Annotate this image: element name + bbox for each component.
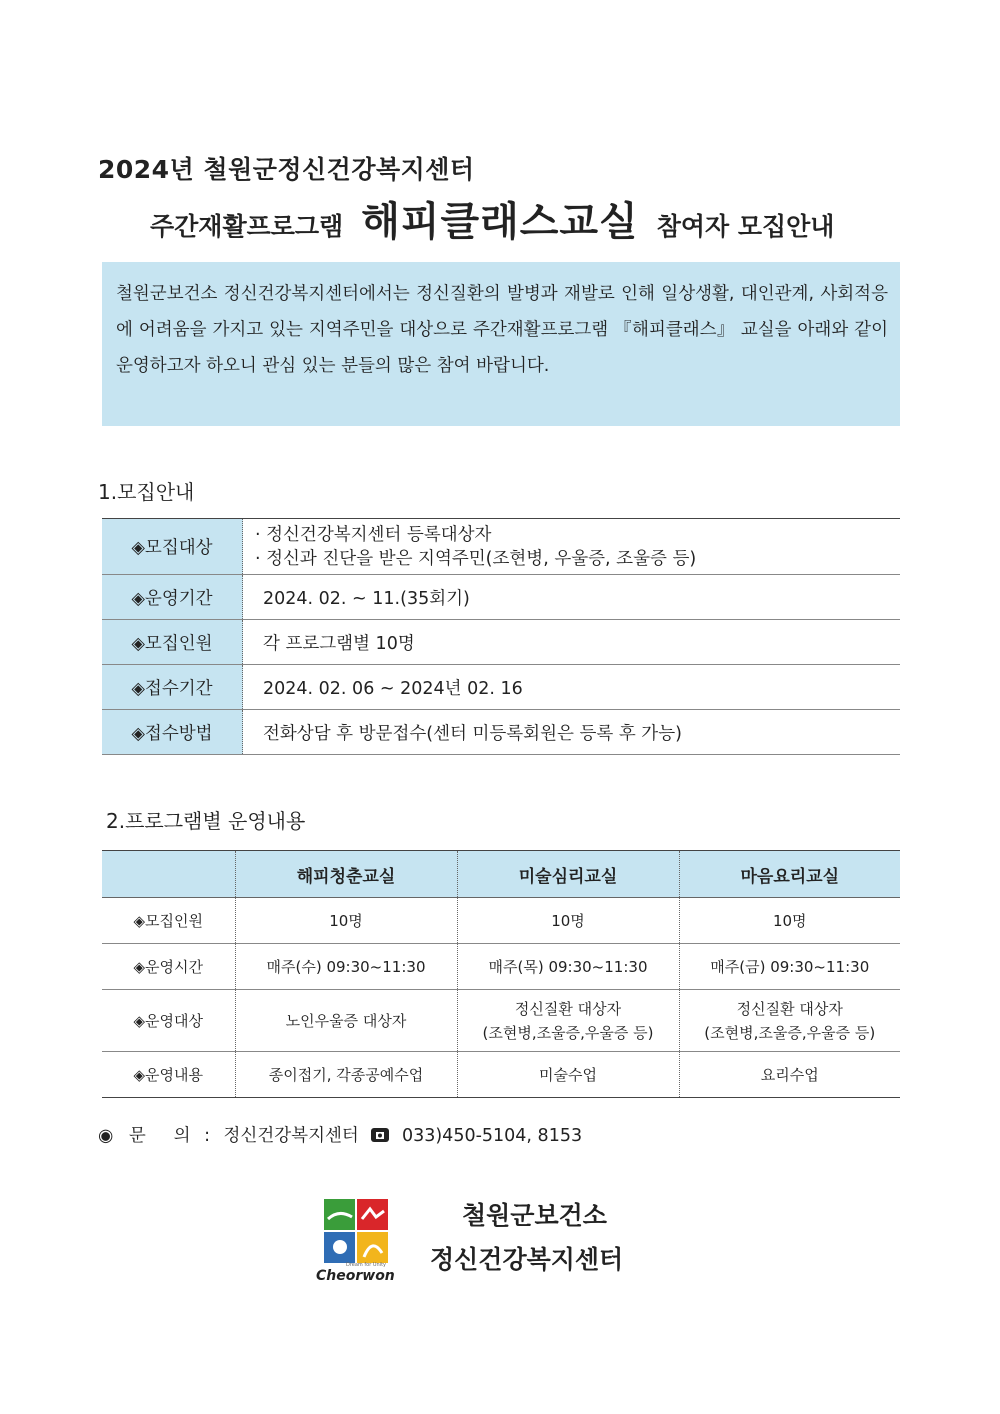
row-label: ◈운영기간 xyxy=(102,575,243,620)
table-cell: 매주(목) 09:30~11:30 xyxy=(457,944,679,990)
page-title xyxy=(150,190,890,244)
row-label: ◈운영내용 xyxy=(133,1065,203,1084)
cheorwon-logo xyxy=(316,1197,396,1287)
cell-line: 정신질환 대상자 xyxy=(514,999,622,1018)
title-main: 해피클래스교실 xyxy=(361,199,639,245)
title-suffix: 참여자 모집안내 xyxy=(656,212,835,241)
contact-phone: 033)450-5104, 8153 xyxy=(401,1126,583,1146)
telephone-icon xyxy=(370,1127,390,1148)
cell-line: (조현병,조울증,우울증 등) xyxy=(482,1023,654,1042)
table-row xyxy=(102,665,900,710)
column-header xyxy=(102,851,235,898)
row-label: ◈모집대상 xyxy=(102,519,243,575)
intro-box: 철원군보건소 정신건강복지센터에서는 정신질환의 발병과 재발로 인해 일상생활, 대인관계, 사회적응에 어려움을 가지고 있는 지역주민을 대상으로 주간재활프로그램 『해피클래스』 교실을 아래와 같이 운영하고자 하오니 관심 있는 분들의 많은 참여 바랍니다. xyxy=(102,262,900,426)
row-label: ◈운영시간 xyxy=(102,944,235,990)
table-cell: 미술수업 xyxy=(457,1052,679,1098)
row-value xyxy=(243,519,901,575)
column-header: 미술심리교실 xyxy=(457,851,679,898)
row-label: ◈접수기간 xyxy=(102,665,243,710)
table-cell: 10명 xyxy=(679,898,900,944)
table-row xyxy=(102,1052,900,1098)
recruitment-table xyxy=(102,518,900,755)
row-value: 2024. 02. 06 ~ 2024년 02. 16 xyxy=(243,665,901,710)
logo-slogan: Dream for Unity xyxy=(346,1262,386,1268)
target-line: · 정신과 진단을 받은 지역주민(조현병, 우울증, 조울증 등) xyxy=(255,548,697,569)
cell-line: 정신질환 대상자 xyxy=(736,999,843,1018)
bullet-icon: ◉ xyxy=(98,1126,114,1146)
table-row xyxy=(102,519,900,575)
table-header-row xyxy=(102,851,900,898)
contact-center: 정신건강복지센터 xyxy=(223,1126,359,1146)
cell-line: 노인우울증 대상자 xyxy=(285,1011,407,1030)
cell-line: (조현병,조울증,우울증 등) xyxy=(704,1023,876,1042)
table-cell: 요리수업 xyxy=(679,1052,900,1098)
table-cell xyxy=(457,990,679,1052)
table-cell: 종이접기, 각종공예수업 xyxy=(235,1052,457,1098)
contact-separator: : xyxy=(204,1126,210,1146)
org-name-line1: 철원군보건소 xyxy=(462,1201,607,1230)
contact-label: 문 의 xyxy=(128,1126,191,1146)
title-prefix: 주간재활프로그램 xyxy=(150,212,344,241)
row-label: ◈접수방법 xyxy=(102,710,243,755)
table-row xyxy=(102,620,900,665)
column-header: 마음요리교실 xyxy=(679,851,900,898)
table-row xyxy=(102,710,900,755)
title-line1: 2024년 철원군정신건강복지센터 xyxy=(98,155,475,184)
row-value: 2024. 02. ~ 11.(35회기) xyxy=(243,575,901,620)
section2-title: 2.프로그램별 운영내용 xyxy=(106,809,306,833)
section1-title: 1.모집안내 xyxy=(98,480,195,504)
column-header: 해피청춘교실 xyxy=(235,851,457,898)
table-row xyxy=(102,898,900,944)
table-cell: 10명 xyxy=(235,898,457,944)
table-row xyxy=(102,944,900,990)
table-cell: 10명 xyxy=(457,898,679,944)
table-row xyxy=(102,575,900,620)
table-row xyxy=(102,990,900,1052)
table-cell: 매주(수) 09:30~11:30 xyxy=(235,944,457,990)
table-cell: 매주(금) 09:30~11:30 xyxy=(679,944,900,990)
row-label: ◈모집인원 xyxy=(102,620,243,665)
table-cell xyxy=(679,990,900,1052)
row-label: ◈운영대상 xyxy=(102,990,235,1052)
table-cell xyxy=(235,990,457,1052)
row-value: 전화상담 후 방문접수(센터 미등록회원은 등록 후 가능) xyxy=(243,710,901,755)
program-table xyxy=(102,850,900,1098)
contact-line xyxy=(98,1122,582,1148)
target-line: · 정신건강복지센터 등록대상자 xyxy=(255,524,492,545)
row-label: ◈모집인원 xyxy=(102,898,235,944)
logo-text: Cheorwon xyxy=(316,1268,395,1284)
row-value: 각 프로그램별 10명 xyxy=(243,620,901,665)
org-name-line2: 정신건강복지센터 xyxy=(430,1245,624,1274)
